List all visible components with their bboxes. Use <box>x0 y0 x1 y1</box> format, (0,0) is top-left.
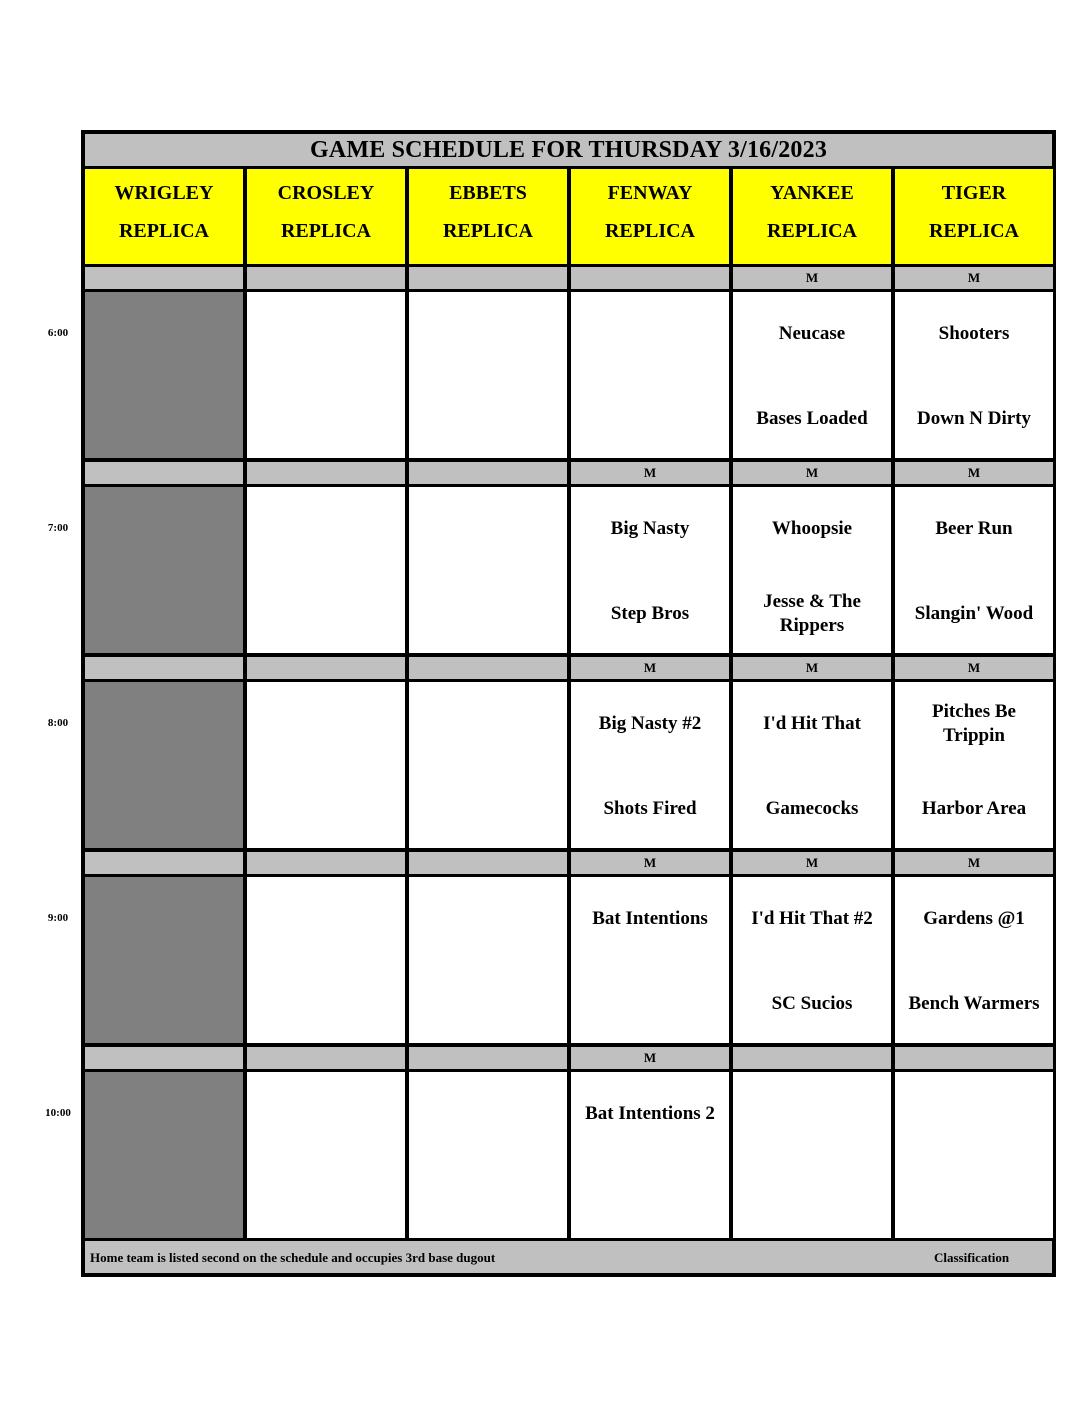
classification-band: M <box>733 267 891 289</box>
field-header-ebbets <box>409 169 567 264</box>
home-team: Slangin' Wood <box>914 603 1034 624</box>
field-header-crosley <box>247 169 405 264</box>
field-name: WRIGLEY <box>114 182 214 204</box>
field-name: YANKEE <box>770 182 854 204</box>
game-slot <box>895 682 1053 848</box>
classification-band: M <box>571 657 729 679</box>
field-type: REPLICA <box>604 220 695 242</box>
time-label: 9:00 <box>47 912 69 924</box>
classification-band: M <box>733 852 891 874</box>
field-type: REPLICA <box>766 220 857 242</box>
classification-band <box>247 1047 405 1069</box>
game-slot <box>895 877 1053 1043</box>
game-slot <box>247 877 405 1043</box>
home-team: Shots Fired <box>603 798 697 819</box>
classification-band <box>733 1047 891 1069</box>
field-type: REPLICA <box>280 220 371 242</box>
away-team: Whoopsie <box>771 518 853 539</box>
time-label: 7:00 <box>47 522 69 534</box>
classification-band <box>409 852 567 874</box>
field-name: FENWAY <box>607 182 693 204</box>
game-slot <box>733 1072 891 1238</box>
classification-band <box>409 1047 567 1069</box>
field-type: REPLICA <box>118 220 209 242</box>
classification-band <box>247 267 405 289</box>
classification-band <box>409 267 567 289</box>
away-team: Bat Intentions <box>592 908 708 929</box>
away-team: Beer Run <box>935 518 1013 539</box>
unused-slot <box>85 682 243 848</box>
field-name: EBBETS <box>449 182 527 204</box>
game-slot <box>409 487 567 653</box>
home-team: Bench Warmers <box>908 993 1040 1014</box>
time-label: 8:00 <box>47 717 69 729</box>
game-slot <box>895 292 1053 458</box>
home-team: Down N Dirty <box>917 408 1031 429</box>
footer <box>85 1241 1052 1273</box>
classification-band <box>895 1047 1053 1069</box>
classification-band <box>85 852 243 874</box>
schedule-table <box>81 130 1056 1277</box>
game-slot <box>247 487 405 653</box>
classification-band <box>409 657 567 679</box>
game-slot <box>571 487 729 653</box>
away-team: Bat Intentions 2 <box>585 1103 715 1124</box>
field-name: TIGER <box>941 182 1007 204</box>
classification-band: M <box>571 1047 729 1069</box>
home-team: Bases Loaded <box>756 408 868 429</box>
field-type: REPLICA <box>442 220 533 242</box>
unused-slot <box>85 1072 243 1238</box>
game-slot <box>409 877 567 1043</box>
classification-band <box>571 267 729 289</box>
home-team: Jesse & The Rippers <box>763 591 861 636</box>
classification-band: M <box>895 852 1053 874</box>
field-type: REPLICA <box>928 220 1019 242</box>
classification-band <box>409 462 567 484</box>
classification-band <box>247 852 405 874</box>
game-slot <box>409 1072 567 1238</box>
time-label: 10:00 <box>45 1107 71 1119</box>
field-header-wrigley <box>85 169 243 264</box>
away-team: Pitches Be Trippin <box>932 701 1016 746</box>
home-team: Harbor Area <box>921 798 1027 819</box>
game-slot <box>733 682 891 848</box>
game-slot <box>571 877 729 1043</box>
game-slot <box>571 1072 729 1238</box>
classification-band <box>85 1047 243 1069</box>
classification-band: M <box>571 852 729 874</box>
field-name: CROSLEY <box>277 182 375 204</box>
away-team: I'd Hit That #2 <box>751 908 873 929</box>
home-team: Gamecocks <box>765 798 859 819</box>
schedule-title: GAME SCHEDULE FOR THURSDAY 3/16/2023 <box>85 134 1052 166</box>
classification-label: Classification <box>934 1250 1010 1265</box>
classification-band <box>85 267 243 289</box>
game-slot <box>247 292 405 458</box>
classification-band: M <box>895 462 1053 484</box>
unused-slot <box>85 877 243 1043</box>
game-slot <box>733 292 891 458</box>
away-team: Big Nasty <box>610 518 690 539</box>
classification-band <box>85 657 243 679</box>
home-team: Step Bros <box>610 603 690 624</box>
field-header-yankee <box>733 169 891 264</box>
time-label: 6:00 <box>47 327 69 339</box>
game-slot <box>409 682 567 848</box>
classification-band: M <box>895 657 1053 679</box>
field-header-fenway <box>571 169 729 264</box>
game-slot <box>409 292 567 458</box>
home-team: SC Sucios <box>771 993 853 1014</box>
away-team: Neucase <box>778 323 846 344</box>
classification-band: M <box>895 267 1053 289</box>
classification-band: M <box>733 462 891 484</box>
classification-band <box>247 657 405 679</box>
away-team: Gardens @1 <box>923 908 1025 929</box>
footer-note: Home team is listed second on the schedule and occupies 3rd base dugout <box>90 1250 496 1265</box>
game-slot <box>895 1072 1053 1238</box>
unused-slot <box>85 487 243 653</box>
field-header-tiger <box>895 169 1053 264</box>
away-team: Shooters <box>938 323 1010 344</box>
classification-band <box>247 462 405 484</box>
game-slot <box>571 682 729 848</box>
away-team: I'd Hit That <box>763 713 861 734</box>
game-slot <box>895 487 1053 653</box>
home-team <box>575 1169 725 1229</box>
game-slot <box>247 682 405 848</box>
game-slot <box>733 487 891 653</box>
game-slot <box>571 292 729 458</box>
game-slot <box>733 877 891 1043</box>
unused-slot <box>85 292 243 458</box>
home-team <box>575 974 725 1034</box>
classification-band: M <box>571 462 729 484</box>
away-team: Big Nasty #2 <box>598 713 702 734</box>
classification-band <box>85 462 243 484</box>
game-slot <box>247 1072 405 1238</box>
classification-band: M <box>733 657 891 679</box>
